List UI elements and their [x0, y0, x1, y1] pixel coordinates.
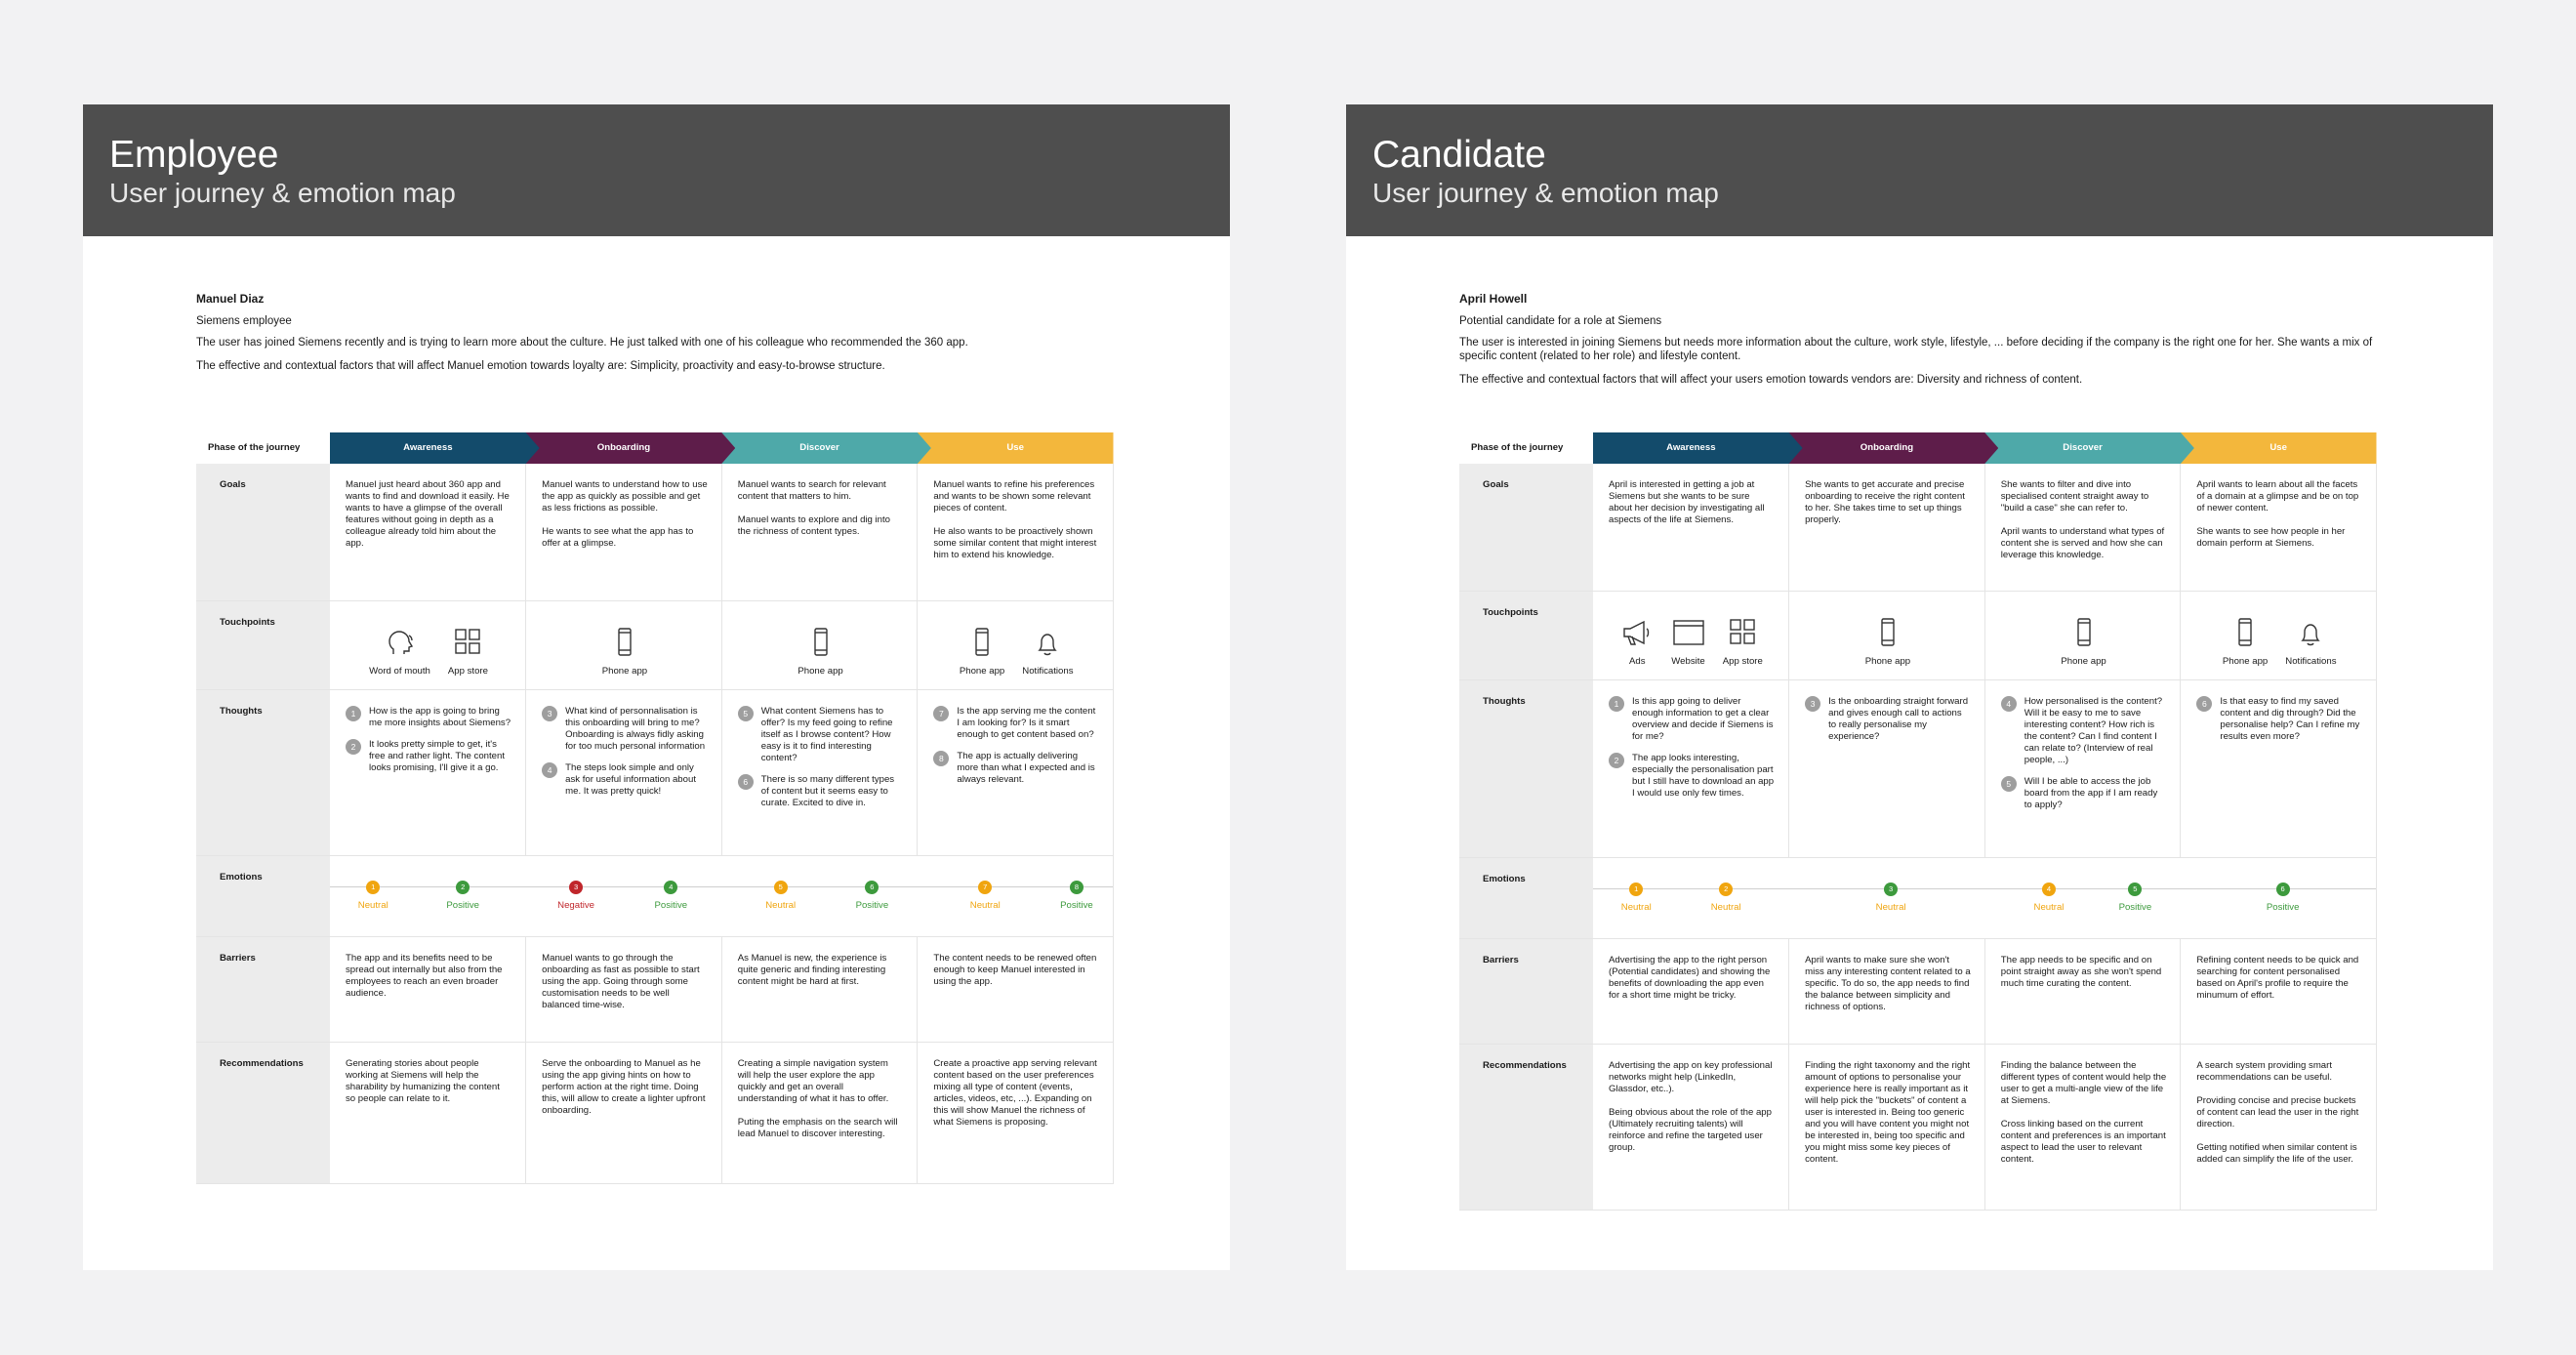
thought-text: What kind of personnalisation is this onboarding will bring to me? Onboarding is always fidly asking for too much personal information: [565, 705, 706, 752]
persona-factors: The effective and contextual factors that will affect your users emotion towards vendors are: Diversity and richness of content.: [1459, 374, 2083, 386]
phase-onboarding: [1789, 432, 1985, 464]
head-icon: [384, 627, 417, 666]
goal-text: She wants to see how people in her domain perform at Siemens.: [2196, 526, 2346, 549]
emotion-label: Neutral: [1710, 901, 1741, 913]
row-emotions: [196, 855, 1114, 936]
phone-icon: [2067, 617, 2101, 656]
journey-content: [196, 292, 1114, 1184]
thought-item: [2001, 696, 2167, 766]
recommendation-text: Creating a simple navigation system will help the user explore the app quickly and get an overall understanding of what it has to offer.: [737, 1057, 889, 1104]
thought-text: How is the app is going to bring me more insights about Siemens?: [369, 705, 511, 728]
thought-item: [2196, 696, 2362, 743]
emotion-label: Positive: [1060, 899, 1093, 911]
row-label-thoughts: Thoughts: [196, 689, 330, 855]
recommendation-text: Cross linking based on the current content and preferences is an important aspect to lead the user to relevant content.: [2000, 1118, 2166, 1165]
row-goals: [1459, 464, 2377, 591]
touchpoint-label: Word of mouth: [369, 665, 430, 677]
touchpoint-label: Phone app: [2222, 655, 2269, 667]
grid-icon: [1726, 617, 1759, 656]
thought-text: Is that easy to find my saved content and dig through? Did the personalise help? Can I refine my results even more?: [2220, 695, 2360, 742]
thoughts-cell: [1789, 679, 1985, 857]
phone-icon: [1871, 617, 1904, 656]
touchpoint-label: Phone app: [1864, 655, 1911, 667]
row-recommendations: [1459, 1044, 2377, 1210]
phase-row: [196, 432, 1114, 464]
touchpoint-label: Notifications: [1022, 665, 1074, 677]
row-label-goals: Goals: [1459, 464, 1593, 591]
emotion-point-positive: 8: [1070, 881, 1084, 894]
thought-number: 4: [2001, 696, 2017, 712]
emotion-point-positive: 6: [865, 881, 879, 894]
goals-cell: [2181, 464, 2377, 591]
thought-number: 1: [1609, 696, 1624, 712]
bell-icon: [1031, 627, 1064, 666]
phase-label-text: Discover: [2063, 442, 2103, 453]
row-thoughts: [1459, 679, 2377, 857]
touchpoints-cell: [526, 600, 722, 689]
emotion-label: Neutral: [1620, 901, 1652, 913]
phone-icon: [804, 627, 838, 666]
row-label-emotions: Emotions: [196, 855, 330, 936]
recommendation-text: A search system providing smart recommendations can be useful.: [2196, 1059, 2333, 1083]
persona-role: Potential candidate for a role at Siemens: [1459, 315, 1662, 327]
row-emotions: [1459, 857, 2377, 938]
row-goals: [196, 464, 1114, 600]
emotion-point-neutral: 7: [978, 881, 992, 894]
recommendations-cell: [1593, 1044, 1789, 1210]
goals-cell: [918, 464, 1114, 600]
phase-awareness: [1593, 432, 1789, 464]
emotion-line: [330, 886, 1113, 887]
grid-icon: [451, 627, 484, 666]
persona-role: Siemens employee: [196, 315, 292, 327]
recommendations-cell: [721, 1042, 918, 1183]
touchpoint-group: [2001, 607, 2167, 668]
board-title: Employee: [109, 134, 279, 176]
goal-text: Manuel wants to search for relevant content that matters to him.: [737, 479, 886, 502]
thoughts-cell: [330, 689, 526, 855]
barriers-cell: [1789, 938, 1985, 1044]
emotion-point-negative: 3: [569, 881, 583, 894]
goal-text: She wants to filter and dive into specialised content straight away to "build a case" she can refer to.: [2000, 479, 2149, 513]
thought-number: 5: [738, 706, 754, 721]
emotions-track: [330, 855, 1114, 936]
thought-text: Is this app going to deliver enough information to get a clear overview and decide if Siemens is for me?: [1632, 695, 1774, 742]
candidate-board: [1346, 104, 2493, 1270]
barrier-text: Manuel wants to go through the onboarding as fast as possible to start using the app. Going through some customisation needs to be well balanced time-wise.: [542, 952, 700, 1010]
touchpoint-label: Phone app: [797, 665, 843, 677]
phone-icon: [608, 627, 641, 666]
barriers-cell: [2181, 938, 2377, 1044]
thought-text: Is the app serving me the content I am looking for? Is it smart enough to get content based on?: [957, 705, 1096, 740]
barriers-cell: [918, 936, 1114, 1042]
thought-text: It looks pretty simple to get, it's free and rather light. The content looks promising, I'll give it a go.: [369, 738, 506, 773]
phase-awareness: [330, 432, 526, 464]
recommendation-text: Finding the balance between the different types of content would help the user to get a multi-angle view of the life at Siemens.: [2000, 1059, 2167, 1106]
goal-text: April is interested in getting a job at Siemens but she wants to be sure about her decision by investigating all aspects of the life at Siemens.: [1609, 479, 1765, 525]
emotion-label: Positive: [446, 899, 479, 911]
emotion-point-neutral: 4: [2042, 883, 2056, 896]
thought-text: The steps look simple and only ask for useful information about me. It was pretty quick!: [565, 761, 696, 797]
thought-number: 2: [346, 739, 361, 755]
thought-item: [1805, 696, 1971, 743]
goal-text: She wants to get accurate and precise onboarding to receive the right content to her. She takes time to set up things properly.: [1805, 479, 1965, 525]
touchpoints-cell: [721, 600, 918, 689]
goals-cell: [1984, 464, 2181, 591]
touchpoint-group: [346, 617, 511, 678]
emotion-label: Neutral: [2033, 901, 2065, 913]
emotion-point-neutral: 2: [1719, 883, 1733, 896]
phase-discover: [1984, 432, 2181, 464]
persona-name: Manuel Diaz: [196, 292, 265, 306]
touchpoint-group: [542, 617, 708, 678]
thought-text: What content Siemens has to offer? Is my feed going to refine itself as I browse content? How easy is it to find interesting content?: [760, 705, 893, 763]
barriers-cell: [1984, 938, 2181, 1044]
touchpoint-group: [2196, 607, 2362, 668]
touchpoints-cell: [330, 600, 526, 689]
touchpoint-item: [602, 627, 647, 678]
emotion-point-positive: 3: [1884, 883, 1898, 896]
emotion-point-neutral: 1: [366, 881, 380, 894]
phase-label: Phase of the journey: [196, 432, 330, 464]
thought-number: 5: [2001, 776, 2017, 792]
thought-number: 8: [933, 751, 949, 766]
thought-item: [738, 774, 904, 809]
touchpoint-group: [738, 617, 904, 678]
row-recommendations: [196, 1042, 1114, 1183]
goal-text: Manuel wants to refine his preferences and wants to be shown some relevant pieces of content.: [933, 479, 1095, 513]
row-label-thoughts: Thoughts: [1459, 679, 1593, 857]
thought-item: [346, 739, 511, 774]
thought-text: Is the onboarding straight forward and gives enough call to actions to really personalise my experience?: [1828, 695, 1969, 742]
row-label-barriers: Barriers: [1459, 938, 1593, 1044]
touchpoint-label: App store: [1722, 655, 1763, 667]
journey-map-table: [196, 432, 1114, 1184]
thought-item: [346, 706, 511, 729]
touchpoint-item: [797, 627, 842, 678]
barrier-text: Advertising the app to the right person (Potential candidates) and showing the benefits of downloading the app even for a short time might be tricky.: [1609, 954, 1771, 1001]
thoughts-cell: [721, 689, 918, 855]
row-label-barriers: Barriers: [196, 936, 330, 1042]
phase-use: [918, 432, 1114, 464]
row-label-emotions: Emotions: [1459, 857, 1593, 938]
touchpoints-cell: [1789, 591, 1985, 679]
touchpoint-label: Phone app: [601, 665, 648, 677]
browser-icon: [1672, 617, 1705, 656]
goals-cell: [330, 464, 526, 600]
barrier-text: The content needs to be renewed often enough to keep Manuel interested in using the app.: [933, 952, 1097, 987]
thought-item: [933, 751, 1099, 786]
touchpoint-item: [1022, 627, 1073, 678]
emotion-label: Neutral: [1875, 901, 1906, 913]
barriers-cell: [1593, 938, 1789, 1044]
row-label-recommendations: Recommendations: [1459, 1044, 1593, 1210]
recommendation-text: Generating stories about people working at Siemens will help the sharability by humanizing the content so people can relate to it.: [346, 1057, 500, 1104]
touchpoint-label: Ads: [1629, 655, 1646, 667]
thought-number: 1: [346, 706, 361, 721]
row-touchpoints: [196, 600, 1114, 689]
thought-number: 6: [2196, 696, 2212, 712]
phase-label-text: Awareness: [1666, 442, 1716, 453]
emotion-label: Positive: [855, 899, 889, 911]
emotion-point-positive: 5: [2128, 883, 2142, 896]
thought-text: The app looks interesting, especially the personalisation part but I still have to download an app I would use only few times.: [1632, 752, 1775, 799]
thought-text: The app is actually delivering more than what I expected and is always relevant.: [957, 750, 1095, 785]
thought-number: 6: [738, 774, 754, 790]
phase-label-text: Discover: [799, 442, 839, 453]
employee-board: [83, 104, 1230, 1270]
touchpoint-label: Phone app: [959, 665, 1005, 677]
thought-item: [542, 706, 708, 753]
touchpoints-cell: [1984, 591, 2181, 679]
persona-intro: [196, 292, 1114, 432]
recommendations-cell: [1984, 1044, 2181, 1210]
thoughts-cell: [526, 689, 722, 855]
recommendation-text: Getting notified when similar content is added can simplify the life of the user.: [2196, 1141, 2357, 1165]
thought-item: [1609, 696, 1775, 743]
recommendations-cell: [2181, 1044, 2377, 1210]
thought-text: How personalised is the content? Will it be easy to me to save interesting content? How rich is the content? Can I find content I can relate to? (Interview of real people, ...): [2024, 695, 2163, 765]
touchpoint-item: [369, 627, 430, 678]
row-barriers: [196, 936, 1114, 1042]
barrier-text: Refining content needs to be quick and searching for content personalised based on April's profile to require the minumum of effort.: [2196, 954, 2359, 1001]
emotion-label: Neutral: [969, 899, 1001, 911]
barriers-cell: [330, 936, 526, 1042]
persona-intro: [1459, 292, 2377, 432]
phase-label-text: Onboarding: [596, 442, 651, 453]
touchpoints-cell: [1593, 591, 1789, 679]
row-label-touchpoints: Touchpoints: [196, 600, 330, 689]
thought-number: 2: [1609, 753, 1624, 768]
phase-onboarding: [526, 432, 722, 464]
goals-cell: [1593, 464, 1789, 591]
phone-icon: [2228, 617, 2262, 656]
touchpoint-item: [1620, 617, 1654, 668]
recommendation-text: Providing concise and precise buckets of content can lead the user in the right direction.: [2196, 1094, 2359, 1129]
thoughts-cell: [918, 689, 1114, 855]
goal-text: Manuel just heard about 360 app and wants to find and download it easily. He wants to have a glimpse of the overall features without going in depth as a colleague already told him about the app.: [346, 479, 510, 549]
row-touchpoints: [1459, 591, 2377, 679]
thought-item: [933, 706, 1099, 741]
touchpoint-label: Phone app: [2061, 655, 2106, 667]
journey-content: [1459, 292, 2377, 1211]
recommendations-cell: [526, 1042, 722, 1183]
emotion-point-positive: 6: [2276, 883, 2290, 896]
emotion-label: Positive: [2118, 901, 2152, 913]
thoughts-cell: [1984, 679, 2181, 857]
phone-icon: [965, 627, 999, 666]
megaphone-icon: [1620, 617, 1654, 656]
emotion-line: [1593, 888, 2376, 889]
row-label-touchpoints: Touchpoints: [1459, 591, 1593, 679]
thought-item: [2001, 776, 2167, 811]
touchpoint-item: [1671, 617, 1704, 668]
phase-row: [1459, 432, 2377, 464]
thought-number: 4: [542, 762, 557, 778]
goal-text: He wants to see what the app has to offer at a glimpse.: [542, 526, 694, 549]
board-header: [1346, 104, 2493, 236]
recommendations-cell: [1789, 1044, 1985, 1210]
touchpoint-item: [2285, 617, 2336, 668]
board-header: [83, 104, 1230, 236]
emotion-label: Neutral: [357, 899, 388, 911]
thought-item: [542, 762, 708, 798]
touchpoint-group: [1609, 607, 1775, 668]
emotion-label: Negative: [557, 899, 595, 911]
phase-label-text: Awareness: [403, 442, 453, 453]
recommendation-text: Being obvious about the role of the app (Ultimately recruiting talents) will reinforce and refine the targeted user group.: [1609, 1106, 1772, 1153]
thought-number: 3: [542, 706, 557, 721]
goals-cell: [526, 464, 722, 600]
touchpoint-item: [448, 627, 488, 678]
barrier-text: The app needs to be specific and on point straight away as she won't spend much time curating the content.: [2000, 954, 2162, 989]
thoughts-cell: [2181, 679, 2377, 857]
goals-cell: [1789, 464, 1985, 591]
touchpoint-group: [1805, 607, 1971, 668]
persona-factors: The effective and contextual factors that will affect Manuel emotion towards loyalty are: Simplicity, proactivity and easy-to-browse structure.: [196, 360, 885, 372]
persona-name: April Howell: [1459, 292, 1528, 306]
touchpoint-label: Notifications: [2285, 655, 2337, 667]
thought-item: [1609, 753, 1775, 800]
board-subtitle: User journey & emotion map: [109, 178, 456, 208]
touchpoint-item: [2223, 617, 2268, 668]
barrier-text: As Manuel is new, the experience is quite generic and finding interesting content might be hard at first.: [737, 952, 887, 987]
touchpoints-cell: [918, 600, 1114, 689]
thought-text: There is so many different types of content but it seems easy to curate. Excited to dive in.: [760, 773, 895, 808]
thought-item: [738, 706, 904, 764]
touchpoint-item: [1865, 617, 1910, 668]
recommendations-cell: [918, 1042, 1114, 1183]
thought-number: 7: [933, 706, 949, 721]
persona-description: The user is interested in joining Siemens but needs more information about the culture, work style, lifestyle, ... before deciding if the company is the right one for her. She wants a mix of specific content (related to her role) and lifestyle content.: [1459, 337, 2373, 362]
row-barriers: [1459, 938, 2377, 1044]
touchpoint-group: [933, 617, 1099, 678]
emotion-point-neutral: 1: [1629, 883, 1643, 896]
phase-label-text: Onboarding: [1860, 442, 1914, 453]
goal-text: Manuel wants to explore and dig into the richness of content types.: [737, 514, 891, 537]
recommendations-cell: [330, 1042, 526, 1183]
phase-label: Phase of the journey: [1459, 432, 1593, 464]
board-subtitle: User journey & emotion map: [1372, 178, 1719, 208]
touchpoint-label: Website: [1671, 655, 1705, 667]
emotion-point-positive: 4: [664, 881, 677, 894]
phase-discover: [721, 432, 918, 464]
emotion-point-neutral: 5: [774, 881, 788, 894]
row-thoughts: [196, 689, 1114, 855]
barriers-cell: [721, 936, 918, 1042]
emotion-label: Neutral: [765, 899, 797, 911]
thought-text: Will I be able to access the job board from the app if I am ready to apply?: [2024, 775, 2158, 810]
phase-label-text: Use: [1006, 442, 1024, 453]
touchpoints-cell: [2181, 591, 2377, 679]
emotion-point-positive: 2: [456, 881, 470, 894]
recommendation-text: Finding the right taxonomy and the right amount of options to personalise your experience here is really important as it will help pick the "buckets" of content a user is interested in. Being too generic and you will have content you might not be interested in, being too specific and you might miss some key pieces of content.: [1805, 1059, 1971, 1165]
phase-use: [2181, 432, 2377, 464]
barrier-text: April wants to make sure she won't miss any interesting content related to a specific. To do so, the app needs to find the balance between simplicity and richness of options.: [1805, 954, 1971, 1012]
touchpoint-item: [1723, 617, 1763, 668]
row-label-goals: Goals: [196, 464, 330, 600]
recommendation-text: Serve the onboarding to Manuel as he using the app giving hints on how to perform action at the right time. Doing this, will allow to create a lighter upfront onboarding.: [542, 1057, 706, 1116]
goal-text: April wants to learn about all the facets of a domain at a glimpse and be on top of newer content.: [2196, 479, 2359, 513]
goal-text: April wants to understand what types of content she is served and how she can leverage this knowledge.: [2000, 526, 2165, 560]
emotions-track: [1593, 857, 2377, 938]
persona-description: The user has joined Siemens recently and is trying to learn more about the culture. He just talked with one of his colleague who recommended the 360 app.: [196, 337, 968, 349]
touchpoint-item: [2061, 617, 2106, 668]
barriers-cell: [526, 936, 722, 1042]
recommendation-text: Puting the emphasis on the search will lead Manuel to discover interesting.: [737, 1116, 898, 1139]
thought-number: 3: [1805, 696, 1820, 712]
goal-text: He also wants to be proactively shown some similar content that might interest him to extend his knowledge.: [933, 526, 1097, 560]
touchpoint-label: App store: [447, 665, 488, 677]
barrier-text: The app and its benefits need to be spread out internally but also from the employees to reach an even broader audience.: [346, 952, 503, 999]
emotion-label: Positive: [2266, 901, 2300, 913]
bell-icon: [2294, 617, 2327, 656]
row-label-recommendations: Recommendations: [196, 1042, 330, 1183]
board-title: Candidate: [1372, 134, 1546, 176]
emotion-label: Positive: [654, 899, 688, 911]
journey-map-table: [1459, 432, 2377, 1211]
phase-label-text: Use: [2269, 442, 2287, 453]
thoughts-cell: [1593, 679, 1789, 857]
touchpoint-item: [960, 627, 1004, 678]
recommendation-text: Advertising the app on key professional networks might help (LinkedIn, Glassdor, etc..).: [1609, 1059, 1773, 1094]
recommendation-text: Create a proactive app serving relevant content based on the user preferences mixing all type of content (events, articles, videos, etc, ...). Expanding on this will show Manuel the richness of what Siemens is proposing.: [933, 1057, 1097, 1128]
goal-text: Manuel wants to understand how to use the app as quickly as possible and get as less frictions as possible.: [542, 479, 708, 513]
goals-cell: [721, 464, 918, 600]
